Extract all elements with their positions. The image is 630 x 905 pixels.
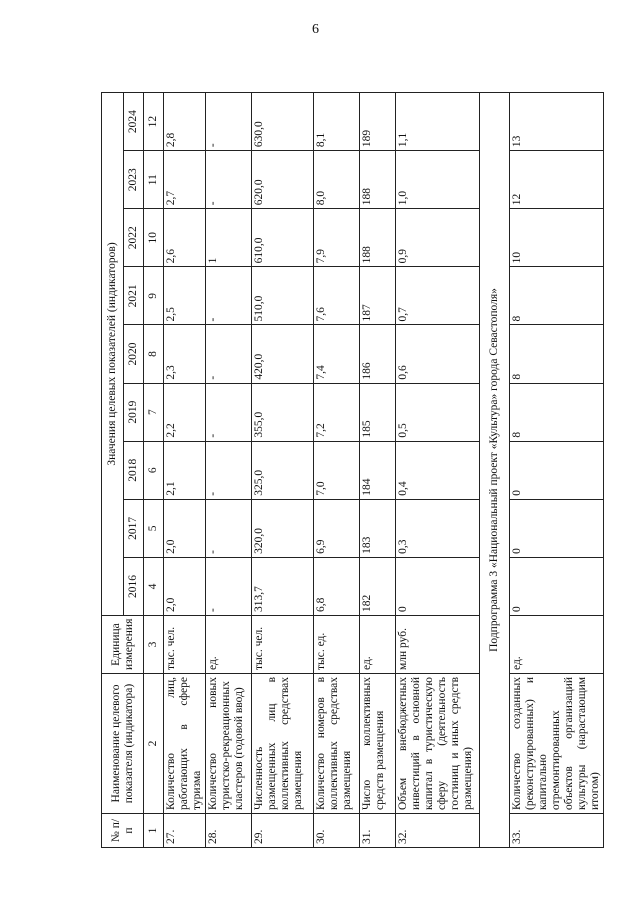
column-number: 11 — [144, 151, 164, 209]
indicator-value: - — [206, 93, 252, 151]
indicator-name: Количество лиц, работающих в сфере туризма — [164, 674, 206, 814]
indicator-name: Количество новых туристско-рекреационных кластеров (годовой ввод) — [206, 674, 252, 814]
header-year: 2016 — [124, 557, 144, 615]
indicator-value: 0,3 — [396, 499, 480, 557]
indicator-value: 186 — [360, 325, 396, 383]
indicator-value: 0,4 — [396, 441, 480, 499]
indicator-value: 630,0 — [252, 93, 314, 151]
column-number: 6 — [144, 441, 164, 499]
indicator-value: 420,0 — [252, 325, 314, 383]
unit: млн руб. — [396, 616, 480, 674]
indicator-value: 6,9 — [314, 499, 360, 557]
indicator-value: 7,9 — [314, 209, 360, 267]
indicator-value: 184 — [360, 441, 396, 499]
column-number: 3 — [144, 616, 164, 674]
header-year: 2018 — [124, 441, 144, 499]
indicator-value: 320,0 — [252, 499, 314, 557]
column-number: 8 — [144, 325, 164, 383]
indicator-value: 610,0 — [252, 209, 314, 267]
indicator-value: 2,1 — [164, 441, 206, 499]
indicator-value: 0 — [510, 441, 604, 499]
table-row — [164, 93, 206, 848]
header-year: 2023 — [124, 151, 144, 209]
indicator-value: 12 — [510, 151, 604, 209]
indicator-value: 7,2 — [314, 383, 360, 441]
table-row — [360, 93, 396, 848]
unit: тыс. ед. — [314, 616, 360, 674]
column-number: 10 — [144, 209, 164, 267]
header-year: 2019 — [124, 383, 144, 441]
header-year: 2021 — [124, 267, 144, 325]
table-row — [396, 93, 480, 848]
header-year: 2022 — [124, 209, 144, 267]
header-year: 2024 — [124, 93, 144, 151]
indicator-value: - — [206, 499, 252, 557]
indicator-value: - — [206, 267, 252, 325]
indicator-value: 620,0 — [252, 151, 314, 209]
row-number: 32. — [396, 814, 480, 848]
indicator-value: 187 — [360, 267, 396, 325]
header-unit: Единица измерения — [102, 616, 144, 674]
indicator-value: 0 — [510, 557, 604, 615]
section-row — [480, 93, 510, 848]
unit: ед. — [510, 616, 604, 674]
indicator-value: 7,4 — [314, 325, 360, 383]
table-row — [314, 93, 360, 848]
header-no: № п/п — [102, 814, 144, 848]
indicator-value: - — [206, 325, 252, 383]
header-year: 2017 — [124, 499, 144, 557]
indicator-value: 13 — [510, 93, 604, 151]
row-number: 30. — [314, 814, 360, 848]
indicator-value: 510,0 — [252, 267, 314, 325]
header-name: Наименование целевого показателя (индикатора) — [102, 674, 144, 814]
indicator-value: 325,0 — [252, 441, 314, 499]
indicator-value: - — [206, 557, 252, 615]
indicator-value: 189 — [360, 93, 396, 151]
indicator-value: 2,3 — [164, 325, 206, 383]
rotated-table-container — [101, 92, 599, 848]
header-year: 2020 — [124, 325, 144, 383]
column-number: 1 — [144, 814, 164, 848]
table-row — [206, 93, 252, 848]
indicator-name: Объем внебюджетных инвестиций в основной капитал в туристическую сферу (деятельность гостиниц и иных средств размещения) — [396, 674, 480, 814]
indicator-value: 0,6 — [396, 325, 480, 383]
indicator-value: 0,5 — [396, 383, 480, 441]
indicator-value: 10 — [510, 209, 604, 267]
indicator-value: 185 — [360, 383, 396, 441]
page-number: 6 — [312, 22, 319, 37]
indicator-value: 183 — [360, 499, 396, 557]
column-number: 2 — [144, 674, 164, 814]
indicator-value: 313,7 — [252, 557, 314, 615]
indicator-value: 1,0 — [396, 151, 480, 209]
indicator-value: 8,0 — [314, 151, 360, 209]
indicator-value: - — [206, 383, 252, 441]
table-row — [252, 93, 314, 848]
unit: тыс. чел. — [252, 616, 314, 674]
indicator-value: 7,0 — [314, 441, 360, 499]
indicator-value: 2,5 — [164, 267, 206, 325]
indicator-name: Количество созданных (реконструированных) и капитально отремонтированных объектов организаций культуры (нарастающим итогом) — [510, 674, 604, 814]
unit: ед. — [360, 616, 396, 674]
indicator-value: 8,1 — [314, 93, 360, 151]
row-number: 33. — [510, 814, 604, 848]
table-row — [510, 93, 604, 848]
indicator-value: 2,0 — [164, 557, 206, 615]
indicator-value: 7,6 — [314, 267, 360, 325]
column-number: 5 — [144, 499, 164, 557]
indicator-value: - — [206, 441, 252, 499]
section-title: Подпрограмма 3 «Национальный проект «Культура» города Севастополя» — [480, 93, 510, 848]
row-number: 28. — [206, 814, 252, 848]
indicator-value: 1 — [206, 209, 252, 267]
indicator-value: 188 — [360, 209, 396, 267]
row-number: 29. — [252, 814, 314, 848]
indicator-value: 188 — [360, 151, 396, 209]
indicator-name: Количество номеров в коллективных средствах размещения — [314, 674, 360, 814]
unit: ед. — [206, 616, 252, 674]
indicator-value: - — [206, 151, 252, 209]
unit: тыс. чел. — [164, 616, 206, 674]
row-number: 31. — [360, 814, 396, 848]
indicator-value: 2,2 — [164, 383, 206, 441]
column-number: 9 — [144, 267, 164, 325]
indicator-value: 6,8 — [314, 557, 360, 615]
indicator-value: 0 — [396, 557, 480, 615]
indicator-value: 8 — [510, 325, 604, 383]
indicator-value: 0,7 — [396, 267, 480, 325]
header-values: Значения целевых показателей (индикаторов) — [102, 93, 124, 616]
indicator-value: 0 — [510, 499, 604, 557]
indicators-table — [101, 92, 604, 848]
indicator-value: 0,9 — [396, 209, 480, 267]
indicator-name: Численность размещенных лиц в коллективных средствах размещения — [252, 674, 314, 814]
row-number: 27. — [164, 814, 206, 848]
indicator-value: 355,0 — [252, 383, 314, 441]
indicator-value: 1,1 — [396, 93, 480, 151]
column-numbers-row — [144, 93, 164, 848]
column-number: 4 — [144, 557, 164, 615]
indicator-value: 8 — [510, 267, 604, 325]
indicator-value: 2,6 — [164, 209, 206, 267]
column-number: 12 — [144, 93, 164, 151]
indicator-value: 2,0 — [164, 499, 206, 557]
indicator-value: 8 — [510, 383, 604, 441]
indicator-value: 2,8 — [164, 93, 206, 151]
indicator-value: 2,7 — [164, 151, 206, 209]
indicator-name: Число коллективных средств размещения — [360, 674, 396, 814]
indicator-value: 182 — [360, 557, 396, 615]
column-number: 7 — [144, 383, 164, 441]
